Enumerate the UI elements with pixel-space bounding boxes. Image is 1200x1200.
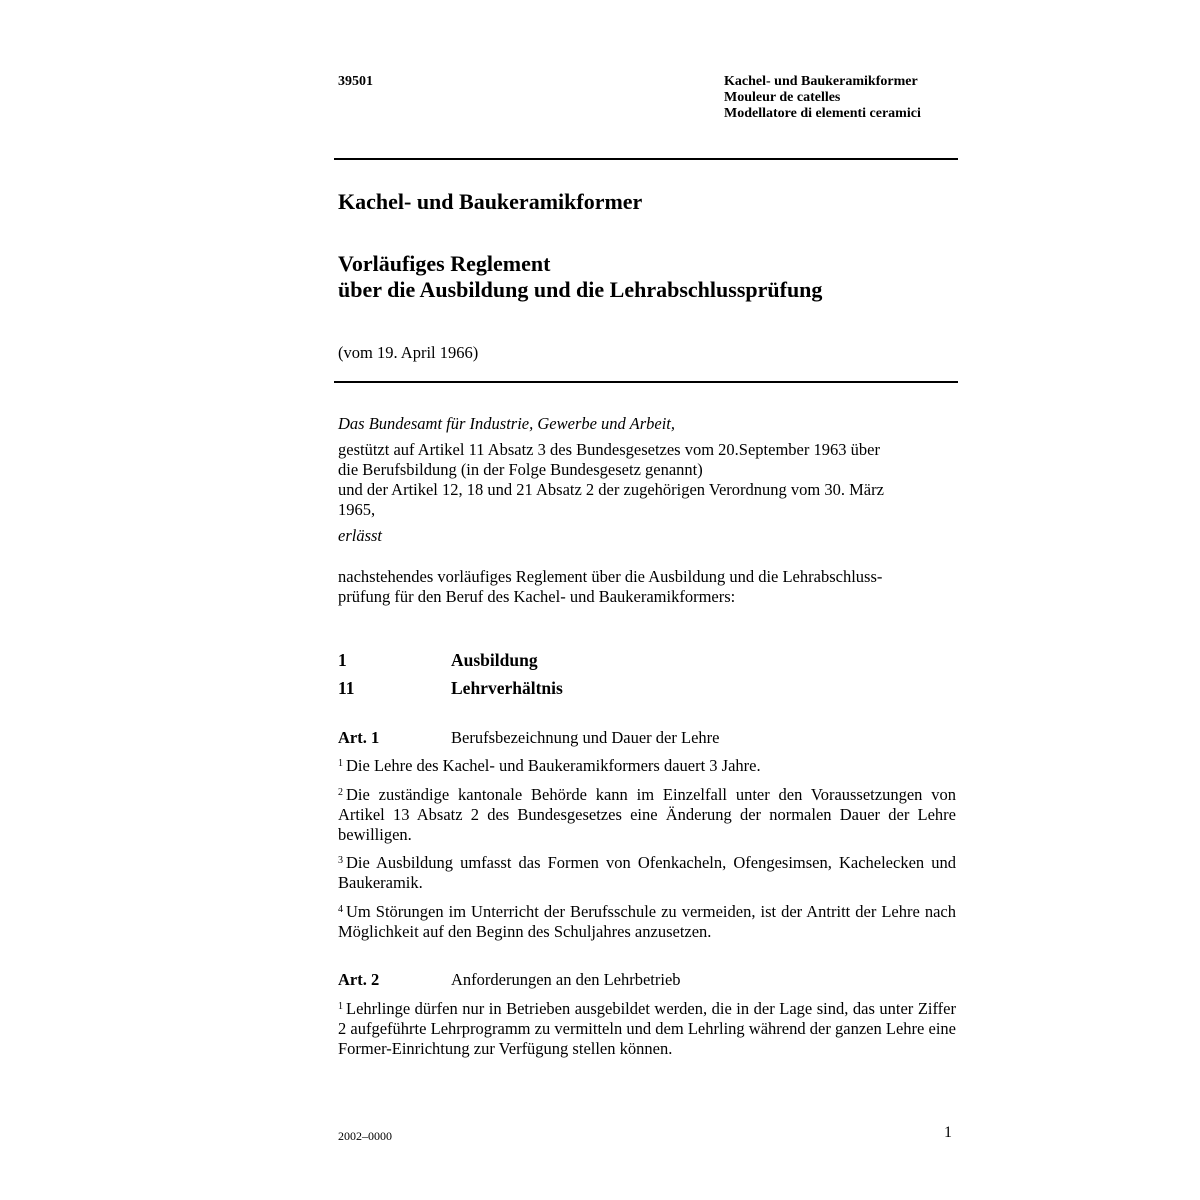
article-heading: Berufsbezeichnung und Dauer der Lehre [451,728,720,747]
top-divider [334,158,958,160]
title-divider [334,381,958,383]
paragraph-text: Lehrlinge dürfen nur in Betrieben ausgebildet werden, die in der Lage sind, das unter Ziffer 2 aufgeführte Lehrprogramm zu vermitteln und dem Lehrling während der ganzen Lehre eine Former-Einrichtung zur Verfügung stellen können. [338,999,956,1058]
header-title-it: Modellatore di elementi ceramici [724,106,921,121]
intro-line: nachstehendes vorläufiges Reglement über die Ausbildung und die Lehrabschluss- [338,567,883,586]
paragraph-text: Um Störungen im Unterricht der Berufsschule zu vermeiden, ist der Antritt der Lehre nach Möglichkeit auf den Beginn des Schuljahres anzusetzen. [338,902,956,941]
paragraph-text: Die zuständige kantonale Behörde kann im Einzelfall unter den Voraussetzungen von Artikel 13 Absatz 2 des Bundesgesetzes eine Änderung der normalen Dauer der Lehre bewilligen. [338,785,956,844]
issuing-authority: Das Bundesamt für Industrie, Gewerbe und Arbeit, [338,414,676,433]
article-paragraph [338,853,956,893]
article-paragraph [338,785,956,845]
paragraph-number: 1 [338,1001,343,1012]
intro-paragraph [338,567,956,607]
paragraph-number: 1 [338,758,343,769]
paragraph-text: Die Lehre des Kachel- und Baukeramikformers dauert 3 Jahre. [346,756,761,775]
legal-basis-line: die Berufsbildung (in der Folge Bundesgesetz genannt) [338,460,703,479]
article-heading: Anforderungen an den Lehrbetrieb [451,970,681,989]
paragraph-text: Die Ausbildung umfasst das Formen von Ofenkacheln, Ofengesimsen, Kachelecken und Baukeramik. [338,853,956,892]
subtitle-line-1: Vorläufiges Reglement [338,251,551,276]
article-label: Art. 2 [338,970,380,989]
footer-code: 2002–0000 [338,1129,392,1143]
section-number: 1 [338,650,347,670]
header-title-de: Kachel- und Baukeramikformer [724,74,918,89]
regulation-subtitle [338,251,822,303]
enacts-verb: erlässt [338,526,383,545]
subsection-title: Lehrverhältnis [451,678,563,698]
subtitle-line-2: über die Ausbildung und die Lehrabschlussprüfung [338,277,823,302]
paragraph-number: 2 [338,787,343,798]
legal-basis-line: und der Artikel 12, 18 und 21 Absatz 2 der zugehörigen Verordnung vom 30. März [338,480,884,499]
legal-basis [338,440,956,520]
running-header-titles [724,74,964,122]
subsection-number: 11 [338,678,355,698]
regulation-date: (vom 19. April 1966) [338,343,479,362]
intro-line: prüfung für den Beruf des Kachel- und Baukeramikformers: [338,587,736,606]
header-title-fr: Mouleur de catelles [724,90,841,105]
article-paragraph [338,756,956,776]
page-number: 1 [944,1124,952,1141]
article-label: Art. 1 [338,728,380,747]
article-paragraph [338,999,956,1059]
article-paragraph [338,902,956,942]
document-number: 39501 [338,74,373,89]
legal-basis-line: 1965, [338,500,376,519]
paragraph-number: 4 [338,904,343,915]
paragraph-number: 3 [338,855,343,866]
legal-basis-line: gestützt auf Artikel 11 Absatz 3 des Bundesgesetzes vom 20.September 1963 über [338,440,880,459]
page-title: Kachel- und Baukeramikformer [338,189,643,214]
section-title: Ausbildung [451,650,538,670]
